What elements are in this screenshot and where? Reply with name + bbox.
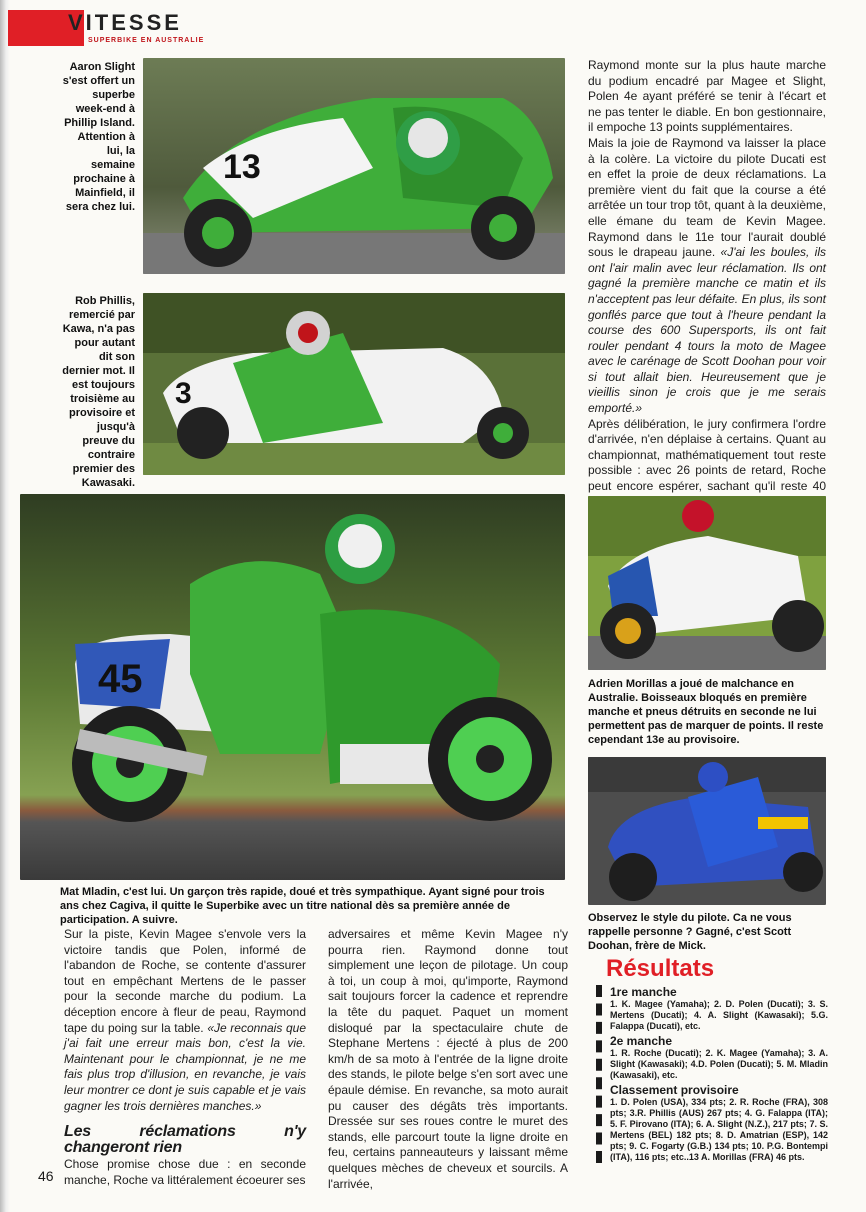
photo-phillis <box>143 293 565 475</box>
results-list <box>596 985 828 1163</box>
paragraph: adversaires et même Kevin Magee n'y pourra rien. Raymond donne tout simplement une leçon de pilotage. Un coup à toi, un coup à moi, qu'importe, Raymond sait toujours forcer la cadence et reprendre la tête du paquet. Paquet un moment disloqué par la spectaculaire chute de Stephane Mertens : éjecté à plus de 200 km/h de sa moto à l'entrée de la ligne droite des stands, le pilote belge s'en sort avec une épaule démise. En revanche, sa moto aurait pu causer des dégâts très importants. Dressée sur ses roues contre le muret des stands, elle parcourt toute la ligne droite en feu, certains panneauteurs y laissant même quelques mèches de cheveux et sourcils. A l'arrivée, <box>328 927 568 1191</box>
caption-morillas: Adrien Morillas a joué de malchance en Australie. Boisseaux bloqués en première manche et pneus détruits en seconde ne lui permettent pas de marquer de points. Il reste cependant 13e au provisoire. <box>588 678 824 746</box>
results-race1: 1. K. Magee (Yamaha); 2. D. Polen (Ducati); 3. S. Mertens (Ducati); 4. A. Slight (Kawasaki); 5.G. Falappa (Ducati), etc. <box>610 999 828 1031</box>
bike-number-3: 3 <box>175 377 192 410</box>
photo-mladin <box>20 494 565 880</box>
article-column-2 <box>328 927 568 1192</box>
page-spine <box>0 0 10 1212</box>
paragraph: Sur la piste, Kevin Magee s'envole vers la victoire tandis que Polen, informé de l'abandon de Roche, se contente d'assurer tout en empêchant Mertens de le passer pour la seconde marche du podium. La déception encore à fleur de peau, Raymond tape du poing sur la table. <box>64 927 306 1035</box>
results-box <box>596 955 828 1163</box>
quote: «J'ai les boules, ils ont l'air malin avec leur réclamation. Ils ont gagné la première manche ce matin et ils n'acceptent pas leur défaite. En plus, ils sont gonflés parce que tout à l'heure pendant la course des 600 Supersports, ils ont fait rouler pendant 4 tours la moto de Magee avec le carénage de Scott Doohan pour voir si tout allait bien. Heureusement que je vieillis sinon je crois que je me serais emporté.» <box>588 245 826 416</box>
paragraph: Mais la joie de Raymond va laisser la place à la colère. La victoire du pilote Ducati est en effet la proie de deux réclamations. La première vient du fait que la course a été arrêtée un tour trop tôt, quant à la deuxième, elle émane du team de Kevin Magee. Raymond dans le 11e tour l'aurait doublé sous le drapeau jaune. <box>588 135 826 260</box>
results-standings: 1. D. Polen (USA), 334 pts; 2. R. Roche (FRA), 308 pts; 3.R. Phillis (AUS) 267 pts; 4. G. Falappa (ITA); 5. F. Pirovano (ITA); 6. A. Slight (N.Z.), 217 pts; 7. S. Mertens (BEL) 182 pts; 8. D. Amatrian (ESP), 142 pts; 9. C. Fogarty (G.B.) 134 pts; 10. P.G. Bontempi (ITA), 116 pts; etc..13 A. Morillas (FRA) 46 pts. <box>610 1097 828 1162</box>
caption-phillis: Rob Phillis, remercié par Kawa, n'a pas pour autant dit son dernier mot. Il est toujours troisième au provisoire et jusqu'à preuve du contraire premier des Kawasaki. <box>62 295 135 489</box>
photo-slight <box>143 58 565 274</box>
results-race2: 1. R. Roche (Ducati); 2. K. Magee (Yamaha); 3. A. Slight (Kawasaki); 4.D. Polen (Ducati); 5. M. Mladin (Kawasaki), etc. <box>610 1048 828 1080</box>
page-number: 46 <box>38 1168 54 1184</box>
section-subtitle: SUPERBIKE EN AUSTRALIE <box>88 37 205 44</box>
results-heading-race2: 2e manche <box>610 1034 673 1048</box>
article-column-right <box>588 58 826 526</box>
photo-morillas <box>588 496 826 670</box>
paragraph: Chose promise chose due : en seconde manche, Roche va littéralement écoeurer ses <box>64 1157 306 1187</box>
bike-number-45: 45 <box>98 657 143 701</box>
section-title: VITESSE <box>68 10 182 35</box>
bike-number-13: 13 <box>223 148 261 186</box>
caption-doohan: Observez le style du pilote. Ca ne vous rappelle personne ? Gagné, c'est Scott Doohan, frère de Mick. <box>588 912 792 952</box>
section-heading: Les réclamations n'y changeront rien <box>64 1123 306 1156</box>
results-heading-race1: 1re manche <box>610 985 677 999</box>
quote: «Je reconnais que j'ai fait une erreur mais bon, c'est la vie. Maintenant pour le championnat, je ne me fais plus trop d'illusion, en revanche, je vais leur montrer ce dont je suis capable et je vais gagner les trois dernières manches.» <box>64 1020 306 1113</box>
paragraph: Après délibération, le jury confirmera l'ordre d'arrivée, n'en déplaise à certains. Quant au championnat, mathématiquement tout reste possible : avec 26 points de retard, Roche peut encore espérer, sachant qu'il reste 40 <box>588 416 826 494</box>
photo-doohan <box>588 757 826 905</box>
paragraph: Raymond monte sur la plus haute marche du podium encadré par Magee et Slight, Polen 4e ayant préféré se tenir à l'écart et ne pas tenter le diable. En bon gestionnaire, il empoche 13 points supplémentaires. <box>588 58 826 135</box>
caption-mladin: Mat Mladin, c'est lui. Un garçon très rapide, doué et très sympathique. Ayant signé pour trois ans chez Cagiva, il quitte le Superbike avec un titre national dès sa première année de participation. A suivre. <box>60 886 545 926</box>
article-column-1 <box>64 927 306 1189</box>
results-title: Résultats <box>606 955 715 982</box>
results-heading-standings: Classement provisoire <box>610 1083 739 1097</box>
caption-slight: Aaron Slight s'est offert un superbe week-end à Phillip Island. Attention à lui, la semaine prochaine à Mainfield, il sera chez lui. <box>62 61 135 213</box>
